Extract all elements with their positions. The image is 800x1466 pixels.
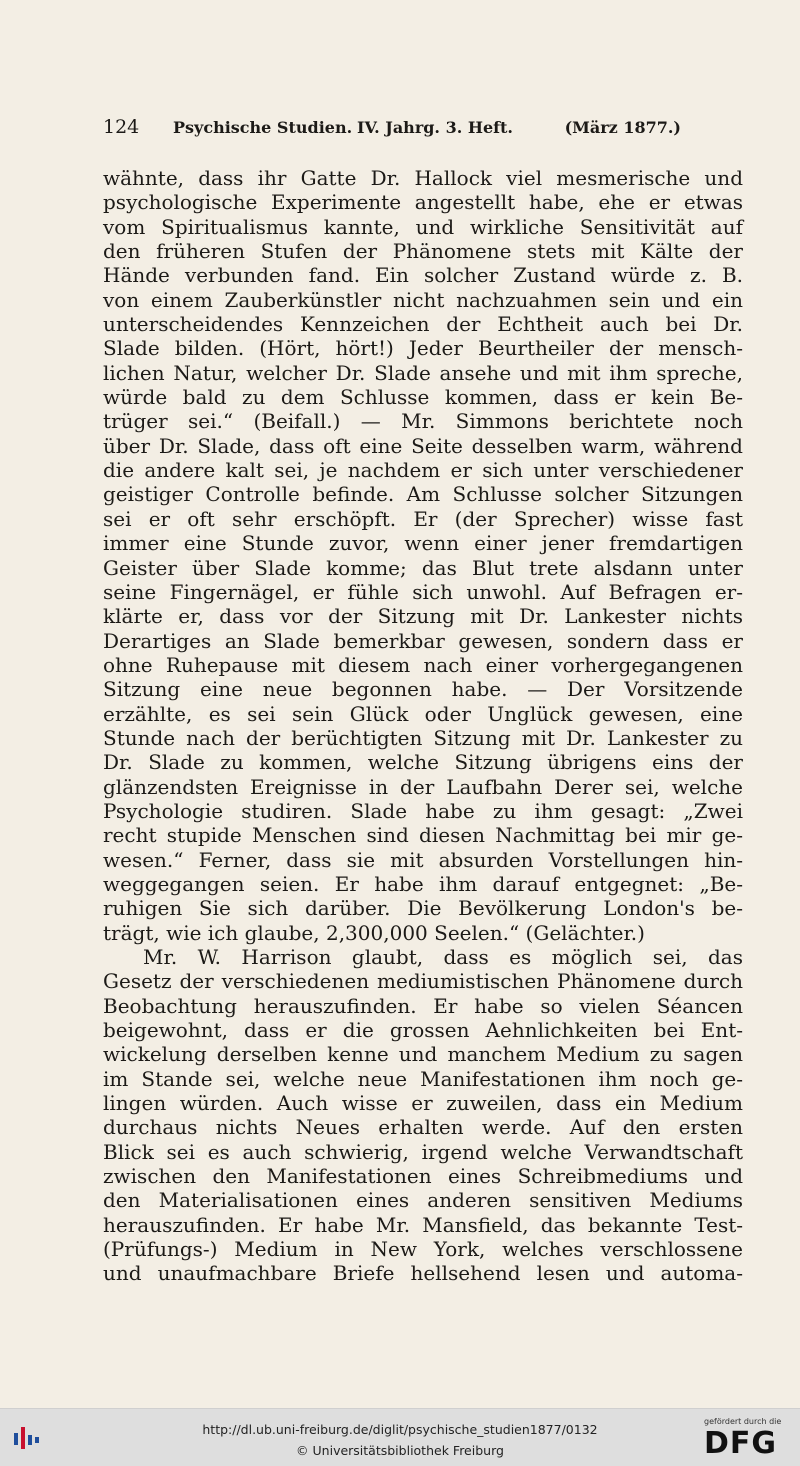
text-line: Dr. Slade zu kommen, welche Sitzung übrigens eins der xyxy=(103,750,743,775)
text-line: den früheren Stufen der Phänomene stets mit Kälte der xyxy=(103,239,743,264)
text-line: trüger sei.“ (Beifall.) — Mr. Simmons berichtete noch xyxy=(103,409,743,434)
text-line: die andere kalt sei, je nachdem er sich unter verschiedener xyxy=(103,458,743,483)
permalink-url[interactable]: http://dl.ub.uni-freiburg.de/diglit/psychische_studien1877/0132 xyxy=(202,1422,598,1437)
text-line: recht stupide Menschen sind diesen Nachmittag bei mir ge- xyxy=(103,823,743,848)
running-header xyxy=(103,116,743,144)
copyright-notice: © Universitätsbibliothek Freiburg xyxy=(296,1443,504,1458)
text-line: Blick sei es auch schwierig, irgend welche Verwandtschaft xyxy=(103,1139,743,1164)
text-line: wickelung derselben kenne und manchem Medium zu sagen xyxy=(103,1042,743,1067)
text-line: Beobachtung herauszufinden. Er habe so vielen Séancen xyxy=(103,993,743,1018)
text-line: psychologische Experimente angestellt habe, ehe er etwas xyxy=(103,190,743,215)
text-line: Gesetz der verschiedenen mediumistischen Phänomene durch xyxy=(103,969,743,994)
text-line: klärte er, dass vor der Sitzung mit Dr. Lankester nichts xyxy=(103,604,743,629)
text-line: herauszufinden. Er habe Mr. Mansfield, das bekannte Test- xyxy=(103,1212,743,1237)
text-line: im Stande sei, welche neue Manifestationen ihm noch ge- xyxy=(103,1066,743,1091)
dfg-logo: DFG xyxy=(704,1426,778,1461)
text-line: unterscheidendes Kennzeichen der Echtheit auch bei Dr. xyxy=(103,312,743,337)
text-line: beigewohnt, dass er die grossen Aehnlichkeiten bei Ent- xyxy=(103,1018,743,1043)
text-line: ohne Ruhepause mit diesem nach einer vorhergegangenen xyxy=(103,652,743,677)
text-line: von einem Zauberkünstler nicht nachzuahmen sein und ein xyxy=(103,287,743,312)
text-line: Psychologie studiren. Slade habe zu ihm gesagt: „Zwei xyxy=(103,798,743,823)
text-line: wähnte, dass ihr Gatte Dr. Hallock viel mesmerische und xyxy=(103,166,743,190)
text-line: durchaus nichts Neues erhalten werde. Auf den ersten xyxy=(103,1115,743,1140)
issue-info: IV. Jahrg. 3. Heft. xyxy=(357,118,513,137)
funding-note: gefördert durch die xyxy=(704,1417,782,1426)
text-line: Derartiges an Slade bemerkbar gewesen, sondern dass er xyxy=(103,628,743,653)
text-line: zwischen den Manifestationen eines Schreibmediums und xyxy=(103,1164,743,1189)
text-line: seine Fingernägel, er fühle sich unwohl. Auf Befragen er- xyxy=(103,579,743,604)
text-line: weggegangen seien. Er habe ihm darauf entgegnet: „Be- xyxy=(103,871,743,896)
text-line: lichen Natur, welcher Dr. Slade ansehe und mit ihm spreche, xyxy=(103,360,743,385)
viewer-footer xyxy=(0,1408,800,1466)
text-line: vom Spiritualismus kannte, und wirkliche Sensitivität auf xyxy=(103,214,743,239)
text-line: Hände verbunden fand. Ein solcher Zustand würde z. B. xyxy=(103,263,743,288)
text-line: trägt, wie ich glaube, 2,300,000 Seelen.“ (Gelächter.) xyxy=(103,920,645,945)
text-line: glänzendsten Ereignisse in der Laufbahn Derer sei, welche xyxy=(103,774,743,799)
text-line: Mr. W. Harrison glaubt, dass es möglich sei, das xyxy=(143,945,743,969)
text-line: Stunde nach der berüchtigten Sitzung mit Dr. Lankester zu xyxy=(103,725,743,750)
text-line: wesen.“ Ferner, dass sie mit absurden Vorstellungen hin- xyxy=(103,847,743,872)
text-line: sei er oft sehr erschöpft. Er (der Sprecher) wisse fast xyxy=(103,506,743,531)
text-line: Slade bilden. (Hört, hört!) Jeder Beurtheiler der mensch- xyxy=(103,336,743,361)
text-line: und unaufmachbare Briefe hellsehend lesen und automa- xyxy=(103,1261,743,1286)
text-line: (Prüfungs-) Medium in New York, welches verschlossene xyxy=(103,1237,743,1262)
text-line: erzählte, es sei sein Glück oder Unglück gewesen, eine xyxy=(103,701,743,726)
issue-date: (März 1877.) xyxy=(564,118,681,137)
text-line: den Materialisationen eines anderen sensitiven Mediums xyxy=(103,1188,743,1213)
text-line: ruhigen Sie sich darüber. Die Bevölkerung London's be- xyxy=(103,896,743,921)
body-text xyxy=(103,166,743,1286)
text-line: würde bald zu dem Schlusse kommen, dass er kein Be- xyxy=(103,385,743,410)
text-line: über Dr. Slade, dass oft eine Seite desselben warm, während xyxy=(103,433,743,458)
text-line: Sitzung eine neue begonnen habe. — Der Vorsitzende xyxy=(103,677,743,702)
text-line: geistiger Controlle befinde. Am Schlusse solcher Sitzungen xyxy=(103,482,743,507)
journal-title: Psychische Studien. xyxy=(173,118,353,137)
text-line: immer eine Stunde zuvor, wenn einer jener fremdartigen xyxy=(103,531,743,556)
text-line: lingen würden. Auch wisse er zuweilen, dass ein Medium xyxy=(103,1091,743,1116)
page-number: 124 xyxy=(103,116,140,138)
text-line: Geister über Slade komme; das Blut trete alsdann unter xyxy=(103,555,743,580)
